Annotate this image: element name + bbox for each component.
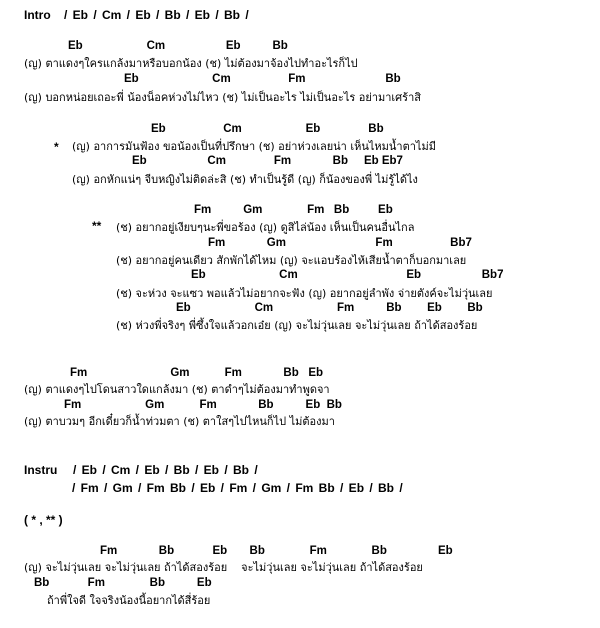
lyric-line: (ญ) อกหักแน่ๆ จีบหญิงไม่ติดล่ะสิ (ช) ทำเป็นรู้ดี (ญ) ก็น้องของพี่ ไม่รู้ได้ไง	[72, 173, 418, 186]
chord-line: Fm Gm Fm Bb Eb Bb	[64, 399, 342, 411]
lyric-line: (ญ) บอกหน่อยเถอะพี่ น้องน็อคห่วงไม่ไหว (ช) ไม่เป็นอะไร ไม่เป็นอะไร อย่ามาเศร้าสิ	[24, 91, 421, 104]
repeat-marker: ( * , ** )	[24, 513, 63, 527]
lyric-line: (ญ) ตาแดงๆไปโดนสาวใดแกล้งมา (ช) ตาดำๆไม่ต้องมาทำพูดจา	[24, 383, 330, 396]
chord-line: Fm Bb Eb Bb Fm Bb Eb	[100, 545, 453, 557]
lyric-line: (ช) จะห่วง จะแซว พอแล้วไม่อยากจะฟัง (ญ) อยากอยู่ลำพัง จ่ายตังค์จะไม่วุ่นเลย	[116, 287, 493, 300]
lyric-line: (ญ) ตาแดงๆใครแกล้งมาหรือบอกน้อง (ช) ไม่ต้องมาจ้องไปทำอะไรก็ไป	[24, 57, 358, 70]
chord-line: Eb Cm Fm Bb Eb Eb7	[132, 155, 403, 167]
lyric-line: (ช) ห่วงพี่จริงๆ พี่ซึ้งใจแล้วอกเอ๋ย (ญ) จะไม่วุ่นเลย จะไม่วุ่นเลย ถ้าได้สองร้อย	[116, 319, 478, 332]
intro-label: Intro	[24, 8, 51, 22]
chord-line: Eb Cm Eb Bb	[151, 123, 384, 135]
chord-line: Fm Gm Fm Bb7	[208, 237, 472, 249]
chord-line: Fm Gm Fm Bb Eb	[70, 367, 324, 379]
intro-progression: / Eb / Cm / Eb / Bb / Eb / Bb /	[64, 8, 249, 22]
chord-line: Bb Fm Bb Eb	[34, 577, 212, 589]
lyric-line: ถ้าพี่ใจดี ใจจริงน้องนี้อยากได้สี่ร้อย	[47, 594, 211, 607]
lyric-line: (ญ) ตาบวมๆ อีกเดี๋ยวก็น้ำท่วมตา (ช) ตาใสๆไปไหนก็ไป ไม่ต้องมา	[24, 415, 335, 428]
chord-line: Eb Cm Fm Bb Eb Bb	[176, 302, 483, 314]
verse2-marker: **	[92, 219, 102, 233]
chord-line: Eb Cm Eb Bb	[68, 40, 288, 52]
chorus-marker: *	[54, 140, 59, 154]
instru-label: Instru	[24, 463, 58, 477]
chord-line: Eb Cm Fm Bb	[124, 73, 401, 85]
lyric-line: (ช) อยากอยู่คนเดียว สักพักได้ไหม (ญ) จะแอบร้องไห้เสียน้ำตาก็บอกมาเลย	[116, 254, 467, 267]
instru-progression: / Eb / Cm / Eb / Bb / Eb / Bb /	[73, 463, 258, 477]
lyric-line: (ญ) จะไม่วุ่นเลย จะไม่วุ่นเลย ถ้าได้สองร้อย จะไม่วุ่นเลย จะไม่วุ่นเลย ถ้าได้สองร้อย	[24, 561, 423, 574]
instru-progression: / Fm / Gm / Fm Bb / Eb / Fm / Gm / Fm Bb / Eb / Bb /	[72, 481, 403, 495]
chord-line: Fm Gm Fm Bb Eb	[194, 204, 393, 216]
lyric-line: (ญ) อาการมันฟ้อง ขอน้องเป็นที่ปรึกษา (ช) อย่าห่วงเลยน่า เห็นไหมน้ำตาไม่มี	[72, 140, 436, 153]
chord-line: Eb Cm Eb Bb7	[191, 269, 504, 281]
lyric-line: (ช) อยากอยู่เงียบๆนะพี่ขอร้อง (ญ) ดูสิไล่น้อง เห็นเป็นคนอื่นไกล	[116, 221, 415, 234]
